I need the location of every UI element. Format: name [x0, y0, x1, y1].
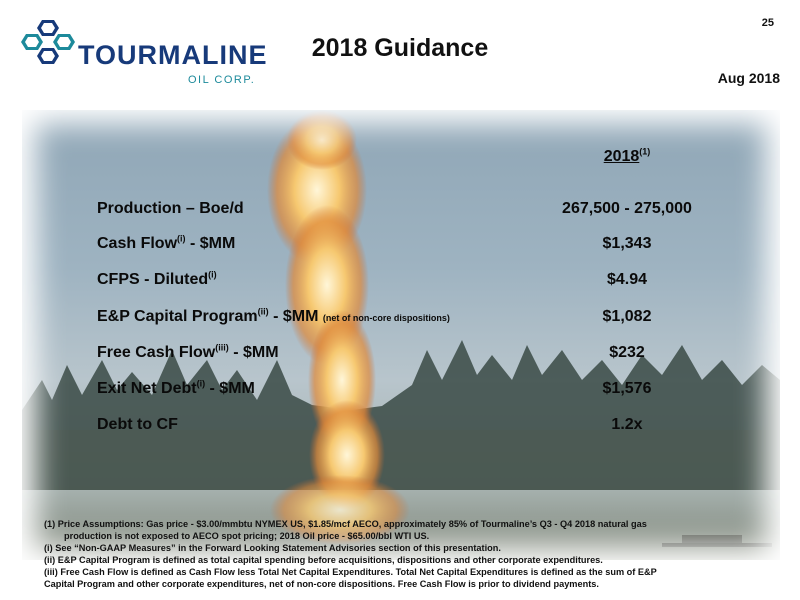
row-note: (net of non-core dispositions) — [322, 313, 450, 323]
page-title: 2018 Guidance — [311, 34, 489, 62]
row-label: Debt to CF — [97, 416, 178, 433]
background-photo-gas-flare — [22, 110, 780, 560]
footnotes — [44, 518, 744, 590]
row-label: Cash Flow$^{(i)}$ - $MM — [97, 233, 236, 252]
logo-wordmark: TOURMALINE — [78, 40, 268, 70]
row-value: $1,082 — [602, 308, 652, 325]
page-number: 25 — [761, 17, 774, 29]
footnote-1: (1) Price Assumptions: Gas price - $3.00/mmbtu NYMEX US, $1.85/mcf AECO, approximately 85% of Tourmaline’s Q3 - Q4 2018 natural gas — [44, 519, 647, 529]
row-value: 1.2x — [611, 416, 643, 433]
row-label: Free Cash Flow$^{(iii)}$ - $MM — [97, 342, 279, 361]
column-header-note: (1) — [639, 146, 651, 157]
date-label: Aug 2018 — [717, 70, 780, 86]
footnote-1-cont: production is not exposed to AECO spot pricing; 2018 Oil price - $65.00/bbl WTI US. — [64, 531, 430, 541]
table-column-header — [547, 148, 707, 166]
table-row — [97, 200, 707, 224]
column-header-year: 2018 — [603, 148, 640, 165]
table-row — [97, 344, 707, 368]
flare-forest-illustration — [22, 110, 780, 560]
footnote-iii: (iii) Free Cash Flow is defined as Cash Flow less Total Net Capital Expenditures. Total Net Capital Expenditures is defined as the sum of E&P — [44, 567, 657, 577]
table-row — [97, 271, 707, 295]
row-value: 267,500 - 275,000 — [562, 200, 692, 217]
table-row — [97, 380, 707, 404]
logo-subtitle: OIL CORP. — [188, 74, 256, 86]
row-label: Production – Boe/d — [97, 200, 244, 217]
row-value: $1,343 — [602, 235, 652, 252]
footnote-i: (i) See “Non-GAAP Measures” in the Forward Looking Statement Advisories section of this presentation. — [44, 543, 501, 553]
footnote-ii: (ii) E&P Capital Program is defined as total capital spending before acquisitions, dispositions and other corporate expenditures. — [44, 555, 603, 565]
footnote-iii-cont: Capital Program and other corporate expenditures, net of non-core dispositions. Free Cash Flow is prior to dividend payments. — [44, 579, 599, 589]
row-label: CFPS - Diluted$^{(i)}$ — [97, 269, 217, 288]
table-row — [97, 235, 707, 259]
table-row — [97, 308, 707, 332]
row-value: $4.94 — [606, 271, 648, 288]
row-label: E&P Capital Program$^{(ii)}$ - $MM (net of non-core dispositions) — [97, 306, 450, 325]
row-label: Exit Net Debt$^{(i)}$ - $MM — [97, 378, 255, 397]
table-row — [97, 416, 707, 440]
row-value: $232 — [609, 344, 645, 361]
row-value: $1,576 — [602, 380, 652, 397]
